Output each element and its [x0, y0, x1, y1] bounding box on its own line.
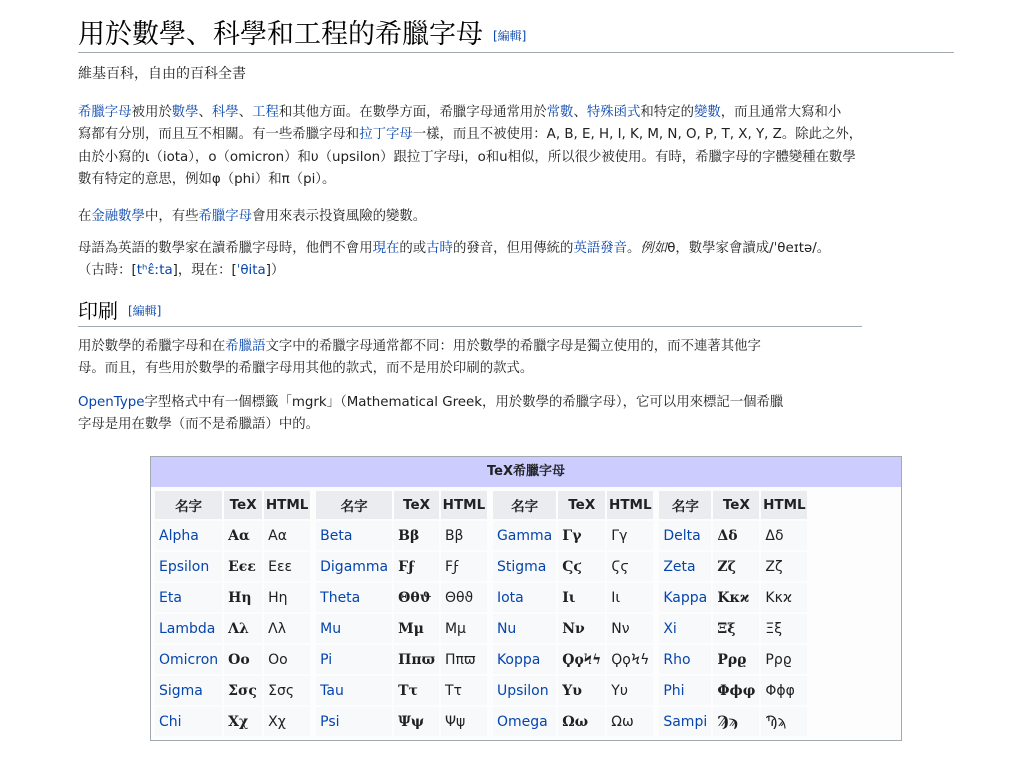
section-edit	[128, 304, 161, 318]
inline-link[interactable]: 常數	[546, 105, 574, 120]
letter-table	[153, 489, 312, 738]
text-run: 字型格式中有一個標籤「mgrk」（Mathematical Greek，用於數學的希臘字母），它可以用來標記一個希臘	[144, 395, 784, 410]
tex-glyph-cell: Αα	[224, 521, 262, 550]
tex-glyph-cell: Ττ	[394, 676, 439, 705]
section-heading-typography	[78, 296, 862, 327]
inline-link[interactable]: 希臘字母	[78, 105, 132, 120]
text-run: θ，數學家會讀成/ˈθeɪtə/。	[667, 241, 831, 256]
opentype-paragraph	[78, 392, 783, 437]
letter-name-link[interactable]: Omicron	[159, 651, 219, 668]
section-heading	[78, 298, 161, 324]
inline-link[interactable]: 古時	[426, 241, 453, 256]
letter-name-cell	[155, 552, 222, 581]
text-run: 在	[78, 209, 92, 224]
text-run: 母語為英語的數學家在讀希臘字母時，他們不會用	[78, 241, 373, 256]
text-line	[78, 336, 761, 358]
text-run: 和其他方面。在數學方面，希臘字母通常用於	[278, 105, 547, 120]
table-row	[155, 707, 310, 736]
text-run: 的發音，但用傳統的	[452, 241, 574, 256]
tex-glyph-cell: Ιι	[558, 583, 605, 612]
text-run: 、	[573, 105, 587, 120]
inline-link[interactable]: 金融數學	[91, 209, 145, 224]
letter-name-cell	[155, 614, 222, 643]
tex-glyph-cell: Μμ	[394, 614, 439, 643]
inline-link[interactable]: 英語發音	[573, 241, 628, 256]
text-run: 字母是用在數學（而不是希臘語）中的。	[78, 417, 320, 433]
tex-glyph-cell: Οo	[224, 645, 262, 674]
inline-link[interactable]: 數學	[171, 105, 199, 120]
html-glyph-cell: Ττ	[441, 676, 487, 705]
column-header: TeX	[224, 491, 262, 519]
table-row	[316, 583, 487, 612]
letter-name-link[interactable]: Koppa	[496, 651, 541, 668]
column-header: 名字	[659, 491, 711, 519]
html-glyph-cell: Μμ	[441, 614, 487, 643]
letter-name-link[interactable]: Beta	[320, 527, 353, 544]
text-run: 中，有些	[144, 209, 199, 224]
text-line	[78, 124, 862, 146]
letter-name-link[interactable]: Theta	[320, 589, 361, 606]
table-row	[659, 707, 807, 736]
tex-glyph-cell: Ββ	[394, 521, 439, 550]
letter-name-link[interactable]: Upsilon	[496, 682, 549, 699]
typography-paragraph	[78, 336, 761, 381]
letter-group	[153, 489, 312, 738]
letter-name-link[interactable]: Alpha	[159, 527, 199, 544]
tex-glyph-cell: Ξξ	[713, 614, 759, 643]
html-glyph-cell: Νν	[607, 614, 653, 643]
letter-name-link[interactable]: Psi	[320, 713, 340, 730]
inline-link[interactable]: 變數	[693, 105, 721, 120]
table-row	[493, 645, 653, 674]
text-line	[78, 169, 862, 191]
tex-glyph-cell: Ϛϛ	[558, 552, 605, 581]
column-header: HTML	[441, 491, 487, 519]
table-row	[493, 614, 653, 643]
letter-name-link[interactable]: Omega	[496, 713, 548, 730]
html-glyph-cell: Σσς	[264, 676, 310, 705]
letter-group	[491, 489, 655, 738]
letter-name-cell	[493, 583, 556, 612]
html-glyph-cell: Οο	[264, 645, 310, 674]
letter-name-link[interactable]: Xi	[663, 620, 677, 637]
text-run: 數有特定的意思，例如φ（phi）和π（pi）。	[78, 172, 336, 188]
tex-glyph-cell: Γγ	[558, 521, 605, 550]
letter-name-cell	[493, 521, 556, 550]
letter-name-link[interactable]: Stigma	[496, 558, 547, 575]
table-row	[316, 676, 487, 705]
section-heading-text: 印刷	[78, 299, 118, 323]
letter-name-link[interactable]: Epsilon	[159, 558, 210, 575]
letter-table	[657, 489, 809, 738]
table-row	[316, 521, 487, 550]
page-title-text: 用於數學、科學和工程的希臘字母	[78, 19, 483, 50]
tex-glyph-cell: Σσς	[224, 676, 262, 705]
table-row	[493, 552, 653, 581]
column-header: TeX	[394, 491, 439, 519]
letter-name-cell	[155, 645, 222, 674]
inline-link[interactable]: ˈθita	[236, 263, 266, 279]
table-row	[155, 645, 310, 674]
title-edit-link[interactable]: [編輯]	[493, 29, 527, 43]
tex-glyph-cell: ϘϙϞϟ	[558, 645, 605, 674]
column-header: 名字	[155, 491, 222, 519]
letter-name-cell	[493, 552, 556, 581]
html-glyph-cell: Ππϖ	[441, 645, 487, 674]
tex-glyph-cell: Ϝϝ	[394, 552, 439, 581]
html-glyph-cell: Ιι	[607, 583, 653, 612]
tex-glyph-cell: Ηη	[224, 583, 262, 612]
letter-name-link[interactable]: Zeta	[663, 558, 696, 575]
letter-name-link[interactable]: Pi	[320, 651, 333, 668]
text-run: （古時：[	[78, 263, 137, 279]
first-heading	[78, 14, 954, 53]
section-edit-link[interactable]: [編輯]	[128, 304, 162, 318]
letter-name-cell	[316, 707, 392, 736]
letter-group	[657, 489, 809, 738]
letter-name-link[interactable]: Sigma	[159, 682, 203, 699]
tex-greek-navbox	[150, 456, 902, 741]
tex-glyph-cell: Ρρϱ	[713, 645, 759, 674]
html-glyph-cell: Ββ	[441, 521, 487, 550]
table-row	[316, 552, 487, 581]
tex-glyph-cell: Εϵε	[224, 552, 262, 581]
page-title	[78, 18, 526, 53]
table-row	[659, 645, 807, 674]
table-row	[316, 614, 487, 643]
table-row	[316, 645, 487, 674]
table-row	[155, 583, 310, 612]
table-row	[493, 521, 653, 550]
html-glyph-cell: Ρρϱ	[761, 645, 807, 674]
letter-name-cell	[659, 614, 711, 643]
table-row	[659, 614, 807, 643]
text-run: 一樣，而且不被使用：A, B, E, H, I, K, M, N, O, P, T, X, Y, Z。除此之外，	[412, 127, 863, 143]
column-header: HTML	[607, 491, 653, 519]
letter-name-link[interactable]: Sampi	[663, 713, 708, 730]
navbox-title: TeX希臘字母	[151, 457, 901, 487]
text-run: 的或	[399, 241, 427, 256]
letter-name-cell	[659, 583, 711, 612]
tex-glyph-cell: Λλ	[224, 614, 262, 643]
table-row	[155, 676, 310, 705]
column-header: 名字	[493, 491, 556, 519]
html-glyph-cell: Ξξ	[761, 614, 807, 643]
html-glyph-cell: Κκϰ	[761, 583, 807, 612]
text-run: 會用來表示投資風險的變數。	[252, 209, 427, 224]
letter-name-cell	[316, 583, 392, 612]
table-row	[659, 676, 807, 705]
tex-glyph-cell: Δδ	[713, 521, 759, 550]
inline-link[interactable]: OpenType	[78, 395, 145, 410]
tex-glyph-cell: Ωω	[558, 707, 605, 736]
table-row	[316, 707, 487, 736]
text-run: ]，現在：[	[172, 263, 237, 279]
tex-glyph-cell: Χχ	[224, 707, 262, 736]
pronunciation-paragraph	[78, 238, 830, 283]
html-glyph-cell: Χχ	[264, 707, 310, 736]
tex-glyph-cell: Κκϰ	[713, 583, 759, 612]
column-header: TeX	[558, 491, 605, 519]
letter-name-cell	[493, 676, 556, 705]
letter-name-cell	[316, 676, 392, 705]
text-run: ]）	[265, 263, 285, 279]
table-row	[155, 521, 310, 550]
text-line	[78, 238, 830, 260]
html-glyph-cell: Ωω	[607, 707, 653, 736]
tex-glyph-cell: Υυ	[558, 676, 605, 705]
table-row	[659, 521, 807, 550]
html-glyph-cell: Ϡϡ	[761, 707, 807, 736]
letter-name-link[interactable]: Mu	[320, 620, 342, 637]
letter-table	[314, 489, 489, 738]
text-line	[78, 392, 783, 414]
text-line	[78, 260, 830, 282]
finance-paragraph	[78, 206, 426, 228]
inline-link[interactable]: 拉丁字母	[359, 127, 413, 143]
table-row	[155, 614, 310, 643]
html-glyph-cell: Ϝϝ	[441, 552, 487, 581]
text-run: 和特定的	[640, 105, 694, 120]
text-run: 用於數學的希臘字母和在	[78, 339, 226, 354]
text-line	[78, 206, 426, 228]
letter-name-cell	[155, 521, 222, 550]
letter-name-link[interactable]: Eta	[159, 589, 182, 606]
inline-link[interactable]: 特殊函式	[586, 105, 641, 120]
table-row	[155, 552, 310, 581]
table-row	[493, 707, 653, 736]
text-run: 母。而且，有些用於數學的希臘字母用其他的款式，而不是用於印刷的款式。	[78, 361, 534, 377]
table-row	[659, 552, 807, 581]
text-line	[78, 414, 783, 436]
inline-link[interactable]: 工程	[252, 105, 279, 120]
tex-glyph-cell: Νν	[558, 614, 605, 643]
letter-name-link[interactable]: Delta	[663, 527, 701, 544]
text-run: 文字中的希臘字母通常都不同：用於數學的希臘字母是獨立使用的，而不連著其他字	[265, 339, 761, 354]
column-header: TeX	[713, 491, 759, 519]
letter-name-link[interactable]: Digamma	[320, 558, 389, 575]
letter-name-link[interactable]: Gamma	[496, 527, 553, 544]
title-edit-section	[493, 29, 526, 43]
tex-glyph-cell: Ππϖ	[394, 645, 439, 674]
html-glyph-cell: Αα	[264, 521, 310, 550]
letter-name-link[interactable]: Rho	[663, 651, 691, 668]
text-run: 。	[627, 241, 641, 256]
letter-name-cell	[493, 614, 556, 643]
text-run: 被用於	[131, 105, 172, 120]
letter-name-cell	[493, 707, 556, 736]
html-glyph-cell: Υυ	[607, 676, 653, 705]
letter-name-cell	[316, 552, 392, 581]
navbox-groups	[151, 487, 901, 740]
text-run: 、	[198, 105, 212, 120]
letter-name-link[interactable]: Lambda	[159, 620, 216, 637]
site-tagline: 維基百科，自由的百科全書	[78, 66, 246, 82]
html-glyph-cell: Θθϑ	[441, 583, 487, 612]
text-run: ，而且通常大寫和小	[720, 105, 842, 120]
tex-glyph-cell: Ϡϡ	[713, 707, 759, 736]
tex-glyph-cell: Θθϑ	[394, 583, 439, 612]
tex-glyph-cell: Ζζ	[713, 552, 759, 581]
inline-link[interactable]: tʰɛ̂ːta	[136, 263, 173, 279]
html-glyph-cell: Ϛϛ	[607, 552, 653, 581]
letter-table	[491, 489, 655, 738]
letter-name-cell	[155, 583, 222, 612]
italic-text: 例如	[640, 241, 668, 256]
letter-name-cell	[316, 645, 392, 674]
inline-link[interactable]: 科學	[211, 105, 239, 120]
text-line	[78, 147, 862, 169]
letter-name-link[interactable]: Tau	[320, 682, 344, 699]
html-glyph-cell: ϘϙϞϟ	[607, 645, 653, 674]
letter-name-link[interactable]: Iota	[496, 589, 524, 606]
table-row	[493, 583, 653, 612]
html-glyph-cell: Δδ	[761, 521, 807, 550]
letter-name-cell	[493, 645, 556, 674]
text-line	[78, 358, 761, 380]
column-header: 名字	[316, 491, 392, 519]
html-glyph-cell: Ψψ	[441, 707, 487, 736]
table-row	[659, 583, 807, 612]
letter-name-cell	[659, 552, 711, 581]
html-glyph-cell: Φϕφ	[761, 676, 807, 705]
intro-paragraph	[78, 102, 862, 192]
text-run: 、	[238, 105, 253, 120]
html-glyph-cell: Ηη	[264, 583, 310, 612]
letter-name-link[interactable]: Chi	[159, 713, 182, 730]
column-header: HTML	[264, 491, 310, 519]
letter-name-cell	[155, 707, 222, 736]
tex-glyph-cell: Φϕφ	[713, 676, 759, 705]
letter-name-link[interactable]: Nu	[496, 620, 517, 637]
html-glyph-cell: Γγ	[607, 521, 653, 550]
table-row	[493, 676, 653, 705]
text-line	[78, 102, 862, 124]
letter-name-cell	[316, 521, 392, 550]
html-glyph-cell: Λλ	[264, 614, 310, 643]
letter-name-cell	[659, 645, 711, 674]
html-glyph-cell: Εεε	[264, 552, 310, 581]
inline-link[interactable]: 現在	[372, 241, 400, 256]
letter-group	[314, 489, 489, 738]
letter-name-cell	[155, 676, 222, 705]
text-run: 由於小寫的ι（iota），ο（omicron）和υ（upsilon）跟拉丁字母i，o和u相似，所以很少被使用。有時，希臘字母的字體變種在數學	[78, 149, 856, 165]
letter-name-link[interactable]: Kappa	[663, 589, 708, 606]
letter-name-cell	[659, 676, 711, 705]
letter-name-cell	[659, 521, 711, 550]
html-glyph-cell: Ζζ	[761, 552, 807, 581]
inline-link[interactable]: 希臘語	[225, 339, 266, 354]
inline-link[interactable]: 希臘字母	[198, 209, 253, 224]
tex-glyph-cell: Ψψ	[394, 707, 439, 736]
letter-name-link[interactable]: Phi	[663, 682, 685, 699]
column-header: HTML	[761, 491, 807, 519]
text-run: 寫都有分別，而且互不相關。有一些希臘字母和	[78, 127, 360, 143]
letter-name-cell	[659, 707, 711, 736]
letter-name-cell	[316, 614, 392, 643]
